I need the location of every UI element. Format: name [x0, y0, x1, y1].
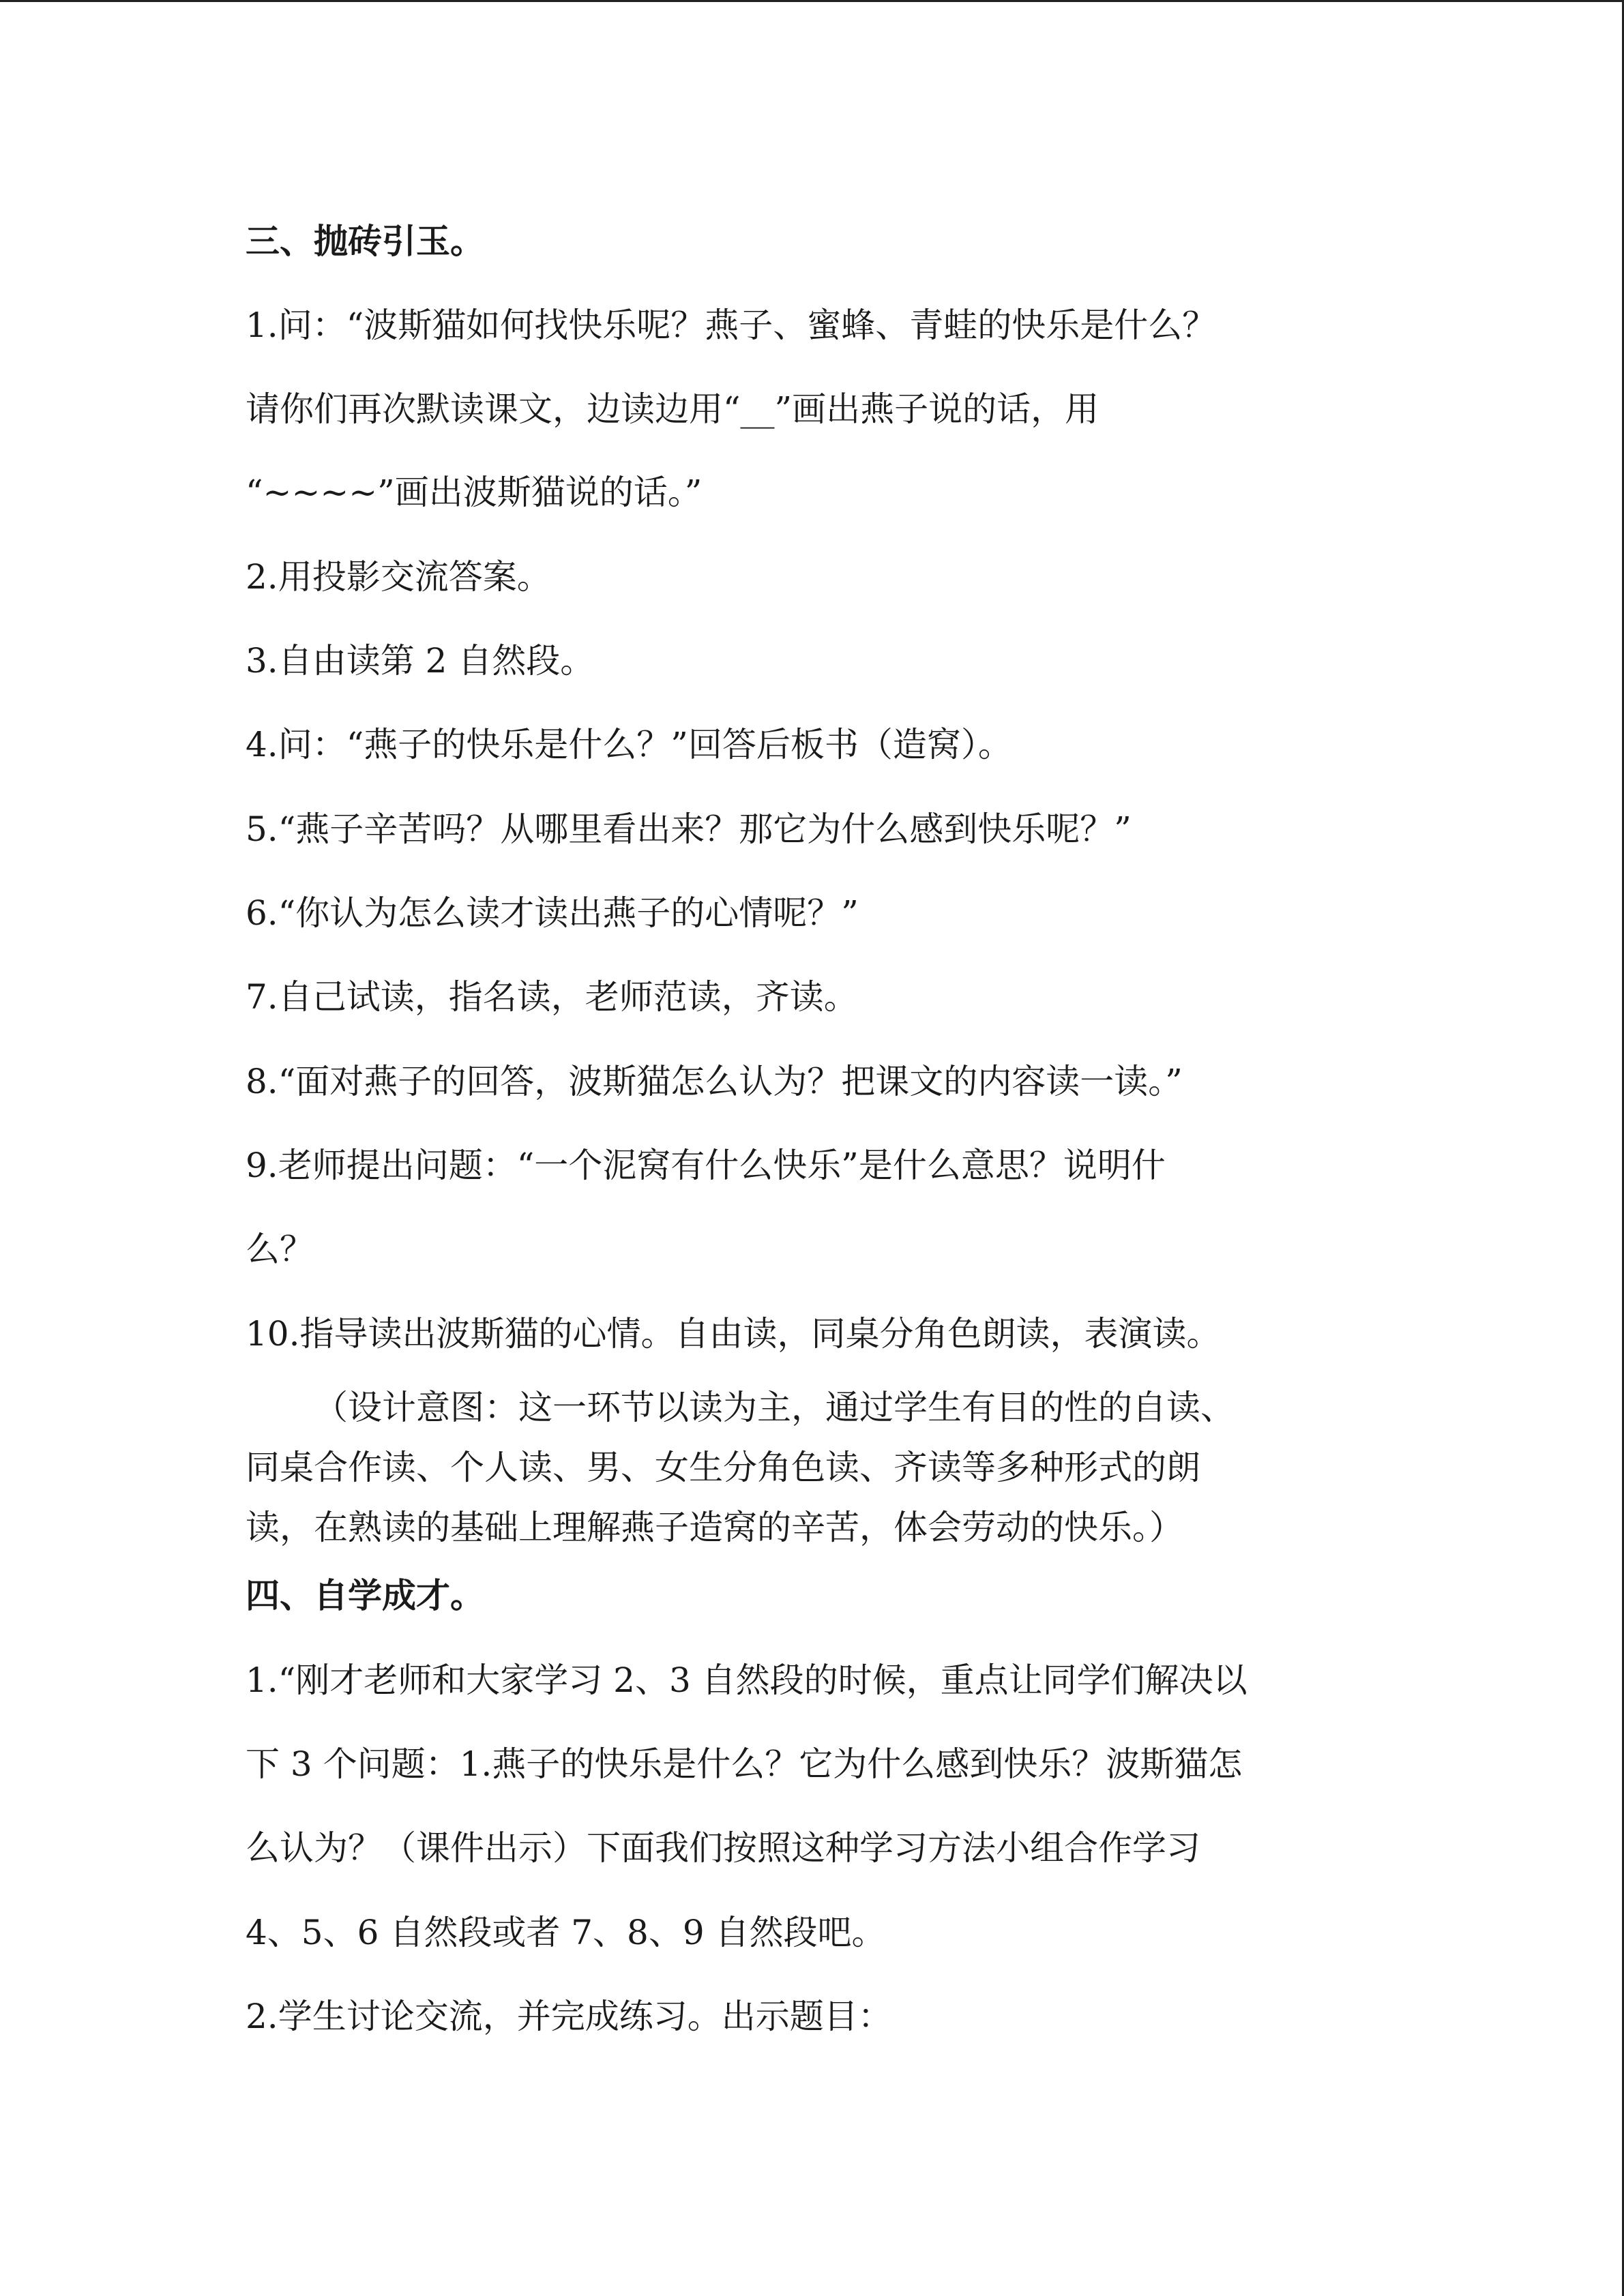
section-3-line-5: 3.自由读第 2 自然段。	[246, 641, 595, 681]
section-3-heading: 三、抛砖引玉。	[246, 222, 484, 261]
section-4-line-3: 么认为？（课件出示）下面我们按照这种学习方法小组合作学习	[246, 1828, 1200, 1868]
section-3-line-12: 么？	[246, 1229, 314, 1269]
design-note-line-2: 同桌合作读、个人读、男、女生分角色读、齐读等多种形式的朗	[246, 1448, 1200, 1487]
section-3-line-6: 4.问：“燕子的快乐是什么？”回答后板书（造窝）。	[246, 725, 1012, 764]
section-3-line-11: 9.老师提出问题：“一个泥窝有什么快乐”是什么意思？说明什	[246, 1146, 1166, 1185]
section-3-line-2: 请你们再次默读课文，边读边用“__”画出燕子说的话，用	[246, 389, 1099, 429]
section-3-line-3: “~~~~”画出波斯猫说的话。”	[246, 473, 703, 512]
section-3-line-7: 5.“燕子辛苦吗？从哪里看出来？那它为什么感到快乐呢？”	[246, 809, 1132, 849]
section-4-heading: 四、自学成才。	[246, 1576, 484, 1615]
section-3-line-1: 1.问：“波斯猫如何找快乐呢？燕子、蜜蜂、青蛙的快乐是什么？	[246, 305, 1217, 345]
section-3-line-10: 8.“面对燕子的回答，波斯猫怎么认为？把课文的内容读一读。”	[246, 1062, 1183, 1101]
section-4-line-5: 2.学生讨论交流，并完成练习。出示题目：	[246, 1997, 892, 2036]
section-3-line-9: 7.自己试读，指名读，老师范读，齐读。	[246, 977, 858, 1017]
section-4-line-1: 1.“刚才老师和大家学习 2、3 自然段的时候，重点让同学们解决以	[246, 1660, 1247, 1700]
section-4-line-2: 下 3 个问题：1.燕子的快乐是什么？它为什么感到快乐？波斯猫怎	[246, 1744, 1243, 1784]
design-note-line-3: 读，在熟读的基础上理解燕子造窝的辛苦，体会劳动的快乐。）	[246, 1508, 1183, 1547]
section-3-line-13: 10.指导读出波斯猫的心情。自由读，同桌分角色朗读，表演读。	[246, 1314, 1221, 1354]
section-3-line-4: 2.用投影交流答案。	[246, 557, 551, 597]
design-note-line-1: （设计意图：这一环节以读为主，通过学生有目的性的自读、	[314, 1388, 1235, 1427]
section-3-line-8: 6.“你认为怎么读才读出燕子的心情呢？”	[246, 893, 859, 933]
section-4-line-4: 4、5、6 自然段或者 7、8、9 自然段吧。	[246, 1913, 886, 1952]
